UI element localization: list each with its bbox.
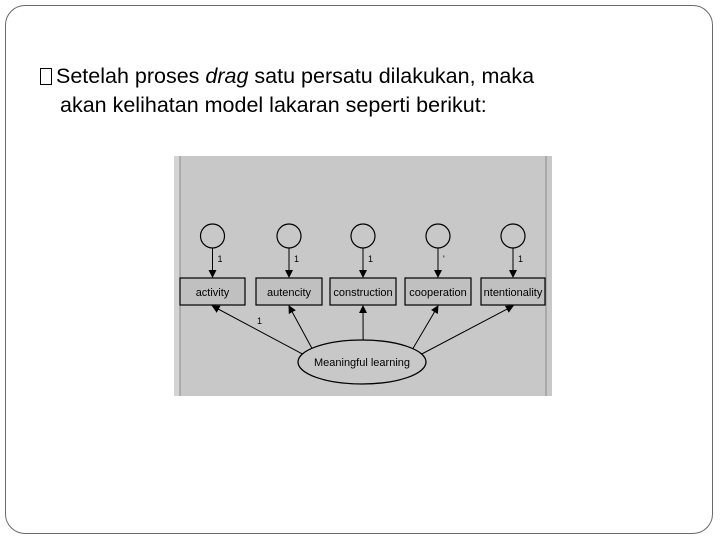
error-term-4 [426,224,450,248]
indicator-label: construction [333,287,393,299]
indicator-label: ntentionality [483,287,543,299]
text-line-2: akan kelihatan model lakaran seperti berikut: [60,93,487,117]
error-loading-label: ' [443,254,445,264]
indicator-label: activity [195,287,230,299]
emphasis-drag: drag [205,64,249,88]
slide-text [40,62,700,120]
text-line-1: Setelah proses drag satu persatu dilakukan, maka [40,62,700,91]
latent-label: Meaningful learning [313,357,411,369]
error-term-1 [201,224,225,248]
error-loading-label: 1 [294,254,300,264]
error-loading-label: 1 [217,254,223,264]
indicator-label: cooperation [409,287,467,299]
left-frame-strip [174,156,180,396]
error-term-2 [277,224,301,248]
path-fixed-label: 1 [257,316,263,326]
indicator-label: autencity [266,287,312,299]
sem-diagram [174,156,552,396]
error-term-3 [351,224,375,248]
diagram-canvas [174,156,552,396]
error-loading-label: 1 [368,254,374,264]
error-term-5 [501,224,525,248]
error-loading-label: 1 [518,254,524,264]
bullet-icon [40,68,52,85]
